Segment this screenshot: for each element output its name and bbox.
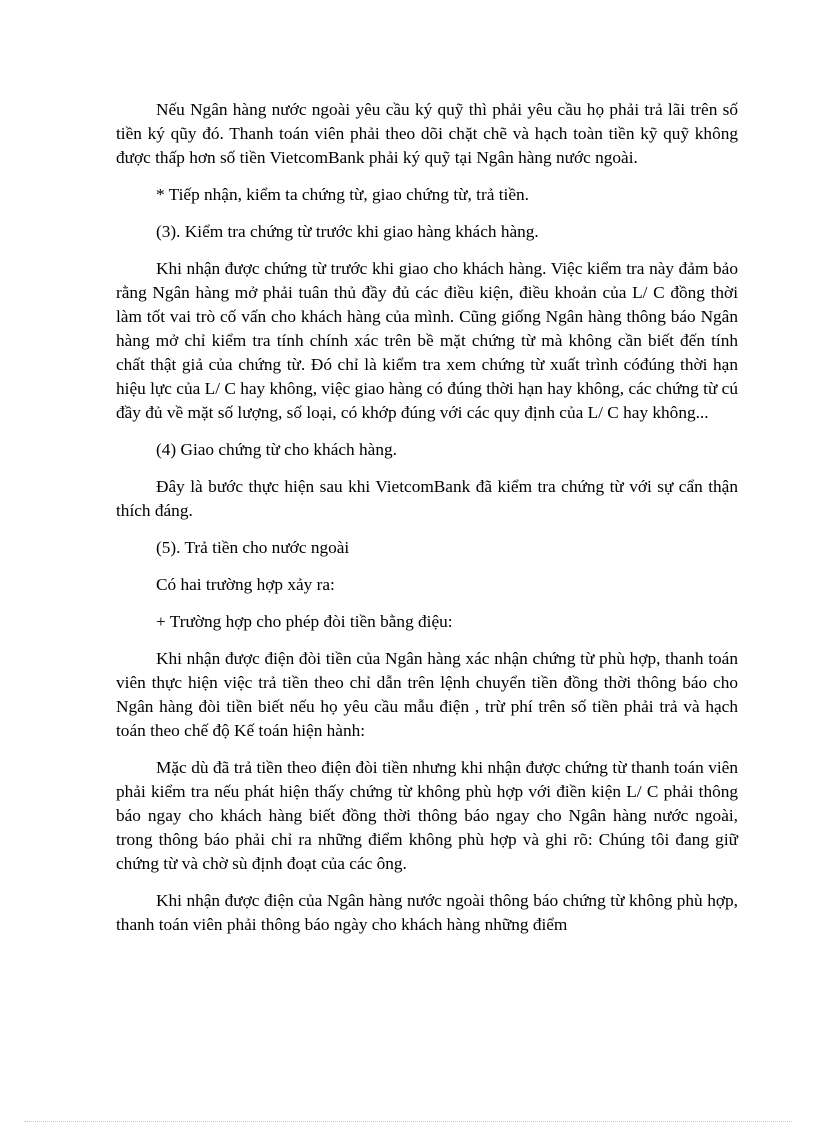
paragraph-two-cases: Có hai trường hợp xảy ra: [156, 575, 335, 594]
heading-step-4: (4) Giao chứng từ cho khách hàng. [156, 440, 397, 459]
paragraph-telegraphic-case: + Trường hợp cho phép đòi tiền bằng điệu: [156, 612, 453, 631]
heading-step-3: (3). Kiểm tra chứng từ trước khi giao hàng khách hàng. [156, 222, 539, 241]
paragraph-payment-on-claim: Khi nhận được điện đòi tiền của Ngân hàng xác nhận chứng từ phù hợp, thanh toán viên thực hiện việc trả tiền theo chỉ dẫn trên lệnh chuyển tiền đồng thời thông báo cho Ngân hàng đòi tiền biết nếu họ yêu cầu mẫu điện , trừ phí trên số tiền phải trả và hạch toán theo chế độ Kế toán hiện hành: [116, 649, 738, 740]
paragraph-document-check: Khi nhận được chứng từ trước khi giao cho khách hàng. Việc kiểm tra này đảm bảo rằng Ngân hàng mở phải tuân thủ đầy đủ các điều kiện, điều khoản của L/ C đồng thời làm tốt vai trò cố vấn cho khách hàng của mình. Cũng giống Ngân hàng thông báo Ngân hàng mở chỉ kiểm tra tính chính xác trên bề mặt chứng từ mà không cần biết đến tính chất thật giả của chứng từ. Đó chỉ là kiểm tra xem chứng từ xuất trình cóđúng thời hạn hiệu lực của L/ C hay không, việc giao hàng có đúng thời hạn hay không, các chứng từ cú đầy đủ về mặt số lượng, số loại, có khớp đúng với các quy định của L/ C hay không... [116, 259, 738, 422]
paragraph-discrepancy-notice: Mặc dù đã trả tiền theo điện đòi tiền nhưng khi nhận được chứng từ thanh toán viên phải kiểm tra nếu phát hiện thấy chứng từ không phù hợp với điền kiện L/ C phải thông báo ngay cho khách hàng biết đồng thời thông báo ngay cho Ngân hàng nước ngoài, trong thông báo phải chỉ ra những điểm không phù hợp và ghi rõ: Chúng tôi đang giữ chứng từ và chờ sù định đoạt của các ông. [116, 758, 738, 873]
paragraph-escrow: Nếu Ngân hàng nước ngoài yêu cầu ký quỹ thì phải yêu cầu họ phải trả lãi trên số tiền ký qũy đó. Thanh toán viên phải theo dõi chặt chẽ và hạch toàn tiền kỹ quỹ không được thấp hơn số tiền VietcomBank phải ký quỹ tại Ngân hàng nước ngoài. [116, 100, 738, 167]
document-page [116, 98, 738, 950]
page-bottom-divider [24, 1121, 792, 1122]
heading-step-5: (5). Trả tiền cho nước ngoài [156, 538, 350, 557]
paragraph-foreign-bank-notice: Khi nhận được điện của Ngân hàng nước ngoài thông báo chứng từ không phù hợp, thanh toán viên phải thông báo ngày cho khách hàng những điểm [116, 891, 738, 934]
paragraph-receive-documents: * Tiếp nhận, kiểm ta chứng từ, giao chứng từ, trả tiền. [156, 185, 529, 204]
paragraph-delivery: Đây là bước thực hiện sau khi VietcomBank đã kiểm tra chứng từ với sự cẩn thận thích đáng. [116, 477, 738, 520]
